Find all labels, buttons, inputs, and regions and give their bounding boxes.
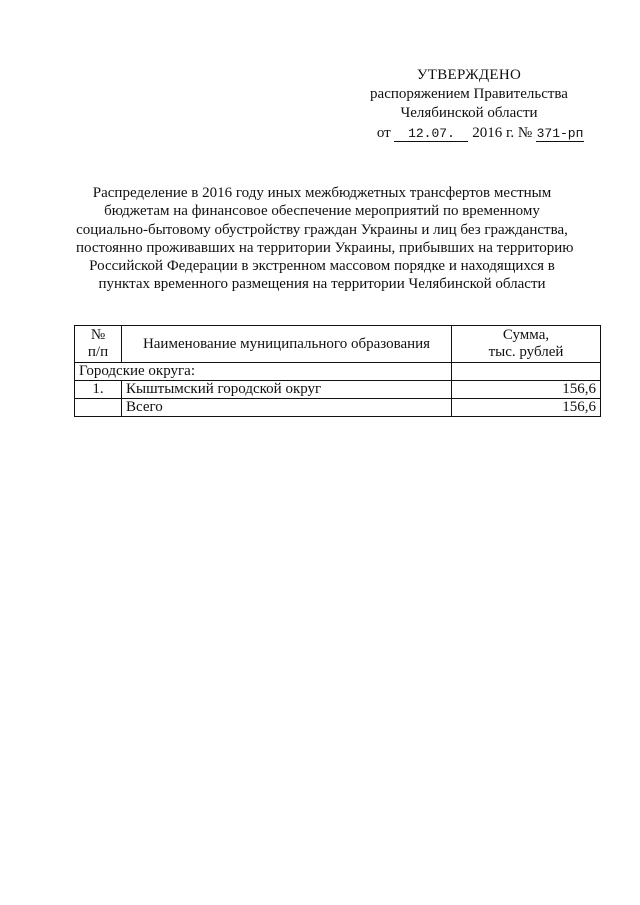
total-label: Всего: [122, 399, 452, 417]
row-sum: 156,6: [452, 381, 601, 399]
header-sum-line1: Сумма,: [502, 327, 550, 343]
handwritten-number: 371-рп: [536, 126, 584, 141]
table-row: [75, 381, 601, 399]
total-row: [75, 399, 601, 417]
total-sum: 156,6: [452, 399, 601, 417]
approval-block: [354, 66, 584, 143]
approval-date-line: [354, 124, 584, 143]
approval-line-1: распоряжением Правительства: [370, 86, 568, 102]
group-sum-empty: [452, 363, 601, 381]
header-sum-line2: тыс. рублей: [488, 344, 564, 360]
header-sum: [452, 326, 601, 363]
group-label: Городские округа:: [75, 363, 452, 381]
title-line: пунктах временного размещения на территории Челябинской области: [98, 276, 546, 293]
header-num-line2: п/п: [87, 344, 109, 360]
approval-line-2: Челябинской области: [400, 105, 538, 121]
date-prefix: от: [376, 125, 391, 141]
year-text: 2016 г. №: [472, 125, 533, 141]
header-num-line1: №: [90, 327, 106, 343]
document-title: [76, 184, 574, 294]
approval-stamp: УТВЕРЖДЕНО: [416, 67, 522, 83]
group-row: [75, 363, 601, 381]
total-num-empty: [75, 399, 122, 417]
header-name: Наименование муниципального образования: [122, 326, 452, 363]
header-num: [75, 326, 122, 363]
table-header-row: [75, 326, 601, 363]
row-name: Кыштымский городской округ: [122, 381, 452, 399]
title-line: социально-бытовому обустройству граждан Украины и лиц без гражданства,: [76, 221, 568, 238]
row-num: 1.: [75, 381, 122, 399]
title-line: Российской Федерации в экстренном массовом порядке и находящихся в: [89, 258, 555, 275]
distribution-table: [74, 325, 601, 417]
title-line: постоянно проживавших на территории Украины, прибывших на территорию: [76, 239, 574, 256]
title-line: бюджетам на финансовое обеспечение мероприятий по временному: [104, 203, 540, 220]
title-line: Распределение в 2016 году иных межбюджетных трансфертов местным: [92, 185, 552, 201]
handwritten-date: 12.07.: [394, 126, 468, 142]
